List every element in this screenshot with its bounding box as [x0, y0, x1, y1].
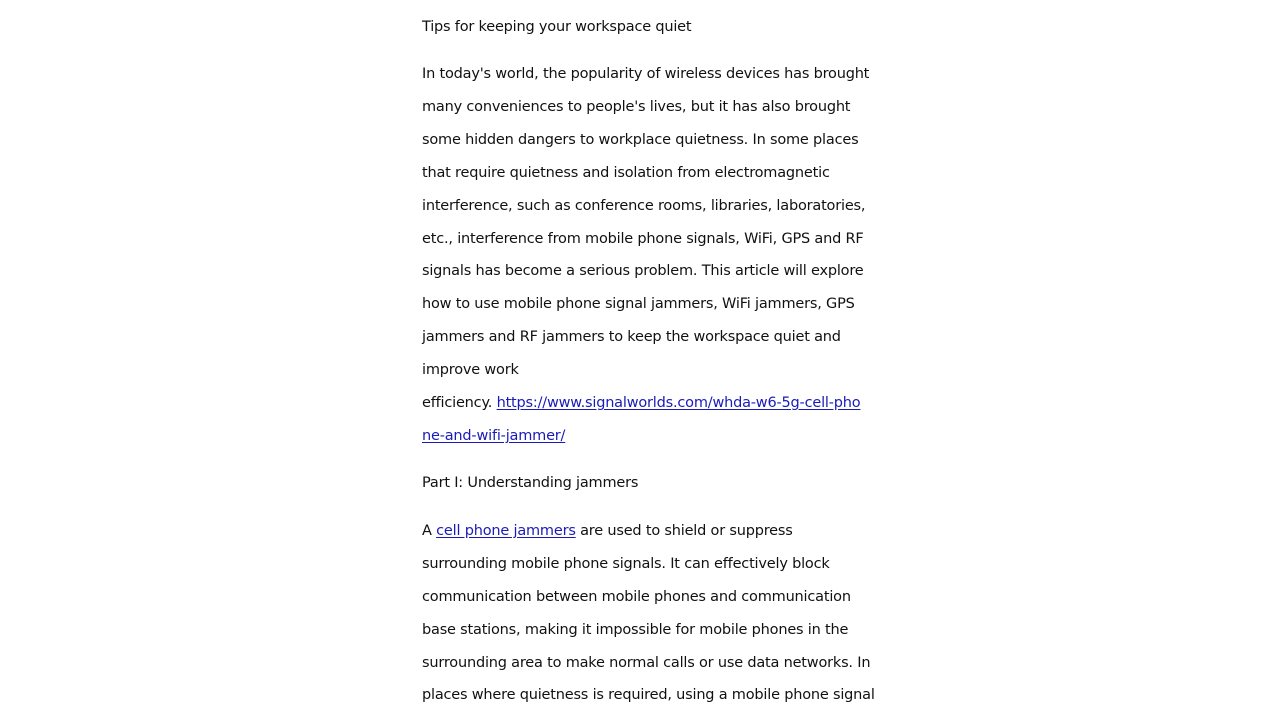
para2-line1-rest: are used to shield or suppress — [575, 523, 793, 539]
intro-line-10: improve work — [422, 362, 519, 378]
efficiency-line — [422, 393, 860, 413]
intro-line-3: some hidden dangers to workplace quietness. In some places — [422, 132, 859, 148]
intro-line-4: that require quietness and isolation from electromagnetic — [422, 165, 830, 181]
intro-line-7: signals has become a serious problem. This article will explore — [422, 263, 864, 279]
jammer-url-link-continued[interactable]: ne-and-wifi-jammer/ — [422, 428, 566, 444]
para2-line-3: communication between mobile phones and communication — [422, 589, 851, 605]
url-continuation-line — [422, 426, 565, 446]
intro-line-2: many conveniences to people's lives, but it has also brought — [422, 99, 851, 115]
intro-line-9: jammers and RF jammers to keep the workspace quiet and — [422, 329, 841, 345]
para2-line-4: base stations, making it impossible for mobile phones in the — [422, 622, 849, 638]
para2-prefix: A — [422, 523, 437, 539]
section-heading: Part I: Understanding jammers — [422, 475, 639, 491]
intro-line-1: In today's world, the popularity of wireless devices has brought — [422, 66, 870, 82]
intro-line-8: how to use mobile phone signal jammers, WiFi jammers, GPS — [422, 296, 855, 312]
intro-line-5: interference, such as conference rooms, libraries, laboratories, — [422, 198, 866, 214]
efficiency-text: efficiency. — [422, 395, 497, 411]
cell-phone-jammers-link[interactable]: cell phone jammers — [436, 523, 576, 539]
para2-line-1 — [422, 521, 793, 541]
intro-line-6: etc., interference from mobile phone signals, WiFi, GPS and RF — [422, 231, 864, 247]
para2-line-6: places where quietness is required, using a mobile phone signal — [422, 687, 875, 703]
para2-line-2: surrounding mobile phone signals. It can effectively block — [422, 556, 830, 572]
para2-line-5: surrounding area to make normal calls or use data networks. In — [422, 655, 871, 671]
jammer-url-link[interactable]: https://www.signalworlds.com/whda-w6-5g-cell-pho — [496, 395, 861, 411]
document-title: Tips for keeping your workspace quiet — [422, 19, 692, 35]
